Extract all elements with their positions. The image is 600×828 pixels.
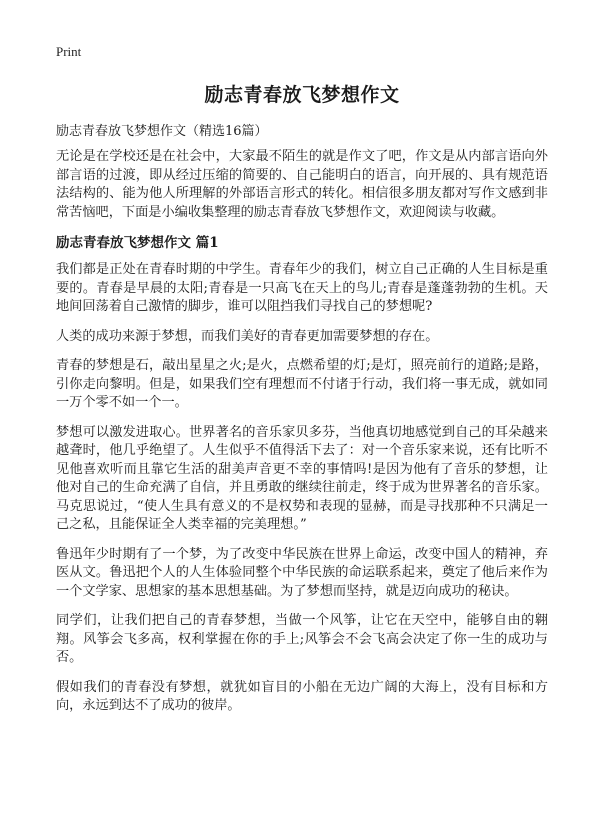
body-paragraph: 鲁迅年少时期有了一个梦，为了改变中华民族在世界上命运，改变中国人的精神，弃医从文。鲁迅把个人的人生体验同整个中华民族的命运联系起来，奠定了他后来作为一个文学家、思想家的基本思想基础。为了梦想而坚持，就是迈向成功的秘诀。 bbox=[56, 546, 548, 599]
body-paragraph: 假如我们的青春没有梦想，就犹如盲目的小船在无边广阔的大海上，没有目标和方向，永远到达不了成功的彼岸。 bbox=[56, 679, 548, 713]
document-subtitle: 励志青春放飞梦想作文（精选16篇） bbox=[56, 124, 268, 139]
article-body bbox=[56, 148, 548, 727]
print-link[interactable]: Print bbox=[56, 44, 82, 59]
body-paragraph: 人类的成功来源于梦想，而我们美好的青春更加需要梦想的存在。 bbox=[56, 328, 439, 344]
body-paragraph: 青春的梦想是石，敲出星星之火;是火，点燃希望的灯;是灯，照亮前行的道路;是路，引你走向黎明。但是，如果我们空有理想而不付诸于行动，我们将一事无成，就如同一万个零不如一个一。 bbox=[56, 358, 548, 410]
section-heading: 励志青春放飞梦想作文 篇1 bbox=[56, 235, 219, 251]
body-paragraph: 梦想可以激发进取心。世界著名的音乐家贝多芬，当他真切地感觉到自己的耳朵越来越聋时，他几乎绝望了。人生似乎不值得活下去了：对一个音乐家来说，还有比听不见他喜欢听而且靠它生活的甜美声音更不幸的事情吗!是因为他有了音乐的梦想，让他对自己的生命充满了自信，并且勇敢的继续往前走，终于成为世界著名的音乐家。马克思说过，“使人生具有意义的不是权势和表现的显赫，而是寻找那种不只满足一己之私，且能保证全人类幸福的完美理想。” bbox=[56, 424, 548, 532]
body-paragraph: 同学们，让我们把自己的青春梦想，当做一个风筝，让它在天空中，能够自由的翱翔。风筝会飞多高，权利掌握在你的手上;风筝会不会飞高会决定了你一生的成功与否。 bbox=[56, 613, 548, 665]
intro-paragraph: 无论是在学校还是在社会中，大家最不陌生的就是作文了吧，作文是从内部言语向外部言语的过渡，即从经过压缩的简要的、自己能明白的语言，向开展的、具有规范语法结构的、能为他人所理解的外部语言形式的转化。相信很多朋友都对写作文感到非常苦恼吧，下面是小编收集整理的励志青春放飞梦想作文，欢迎阅读与收藏。 bbox=[56, 149, 548, 220]
body-paragraph: 我们都是正处在青春时期的中学生。青春年少的我们，树立自己正确的人生目标是重要的。青春是早晨的太阳;青春是一只高飞在天上的鸟儿;青春是蓬蓬勃勃的生机。天地间回荡着自己激情的脚步，谁可以阻挡我们寻找自己的梦想呢? bbox=[56, 262, 548, 314]
page-title: 励志青春放飞梦想作文 bbox=[204, 84, 400, 106]
